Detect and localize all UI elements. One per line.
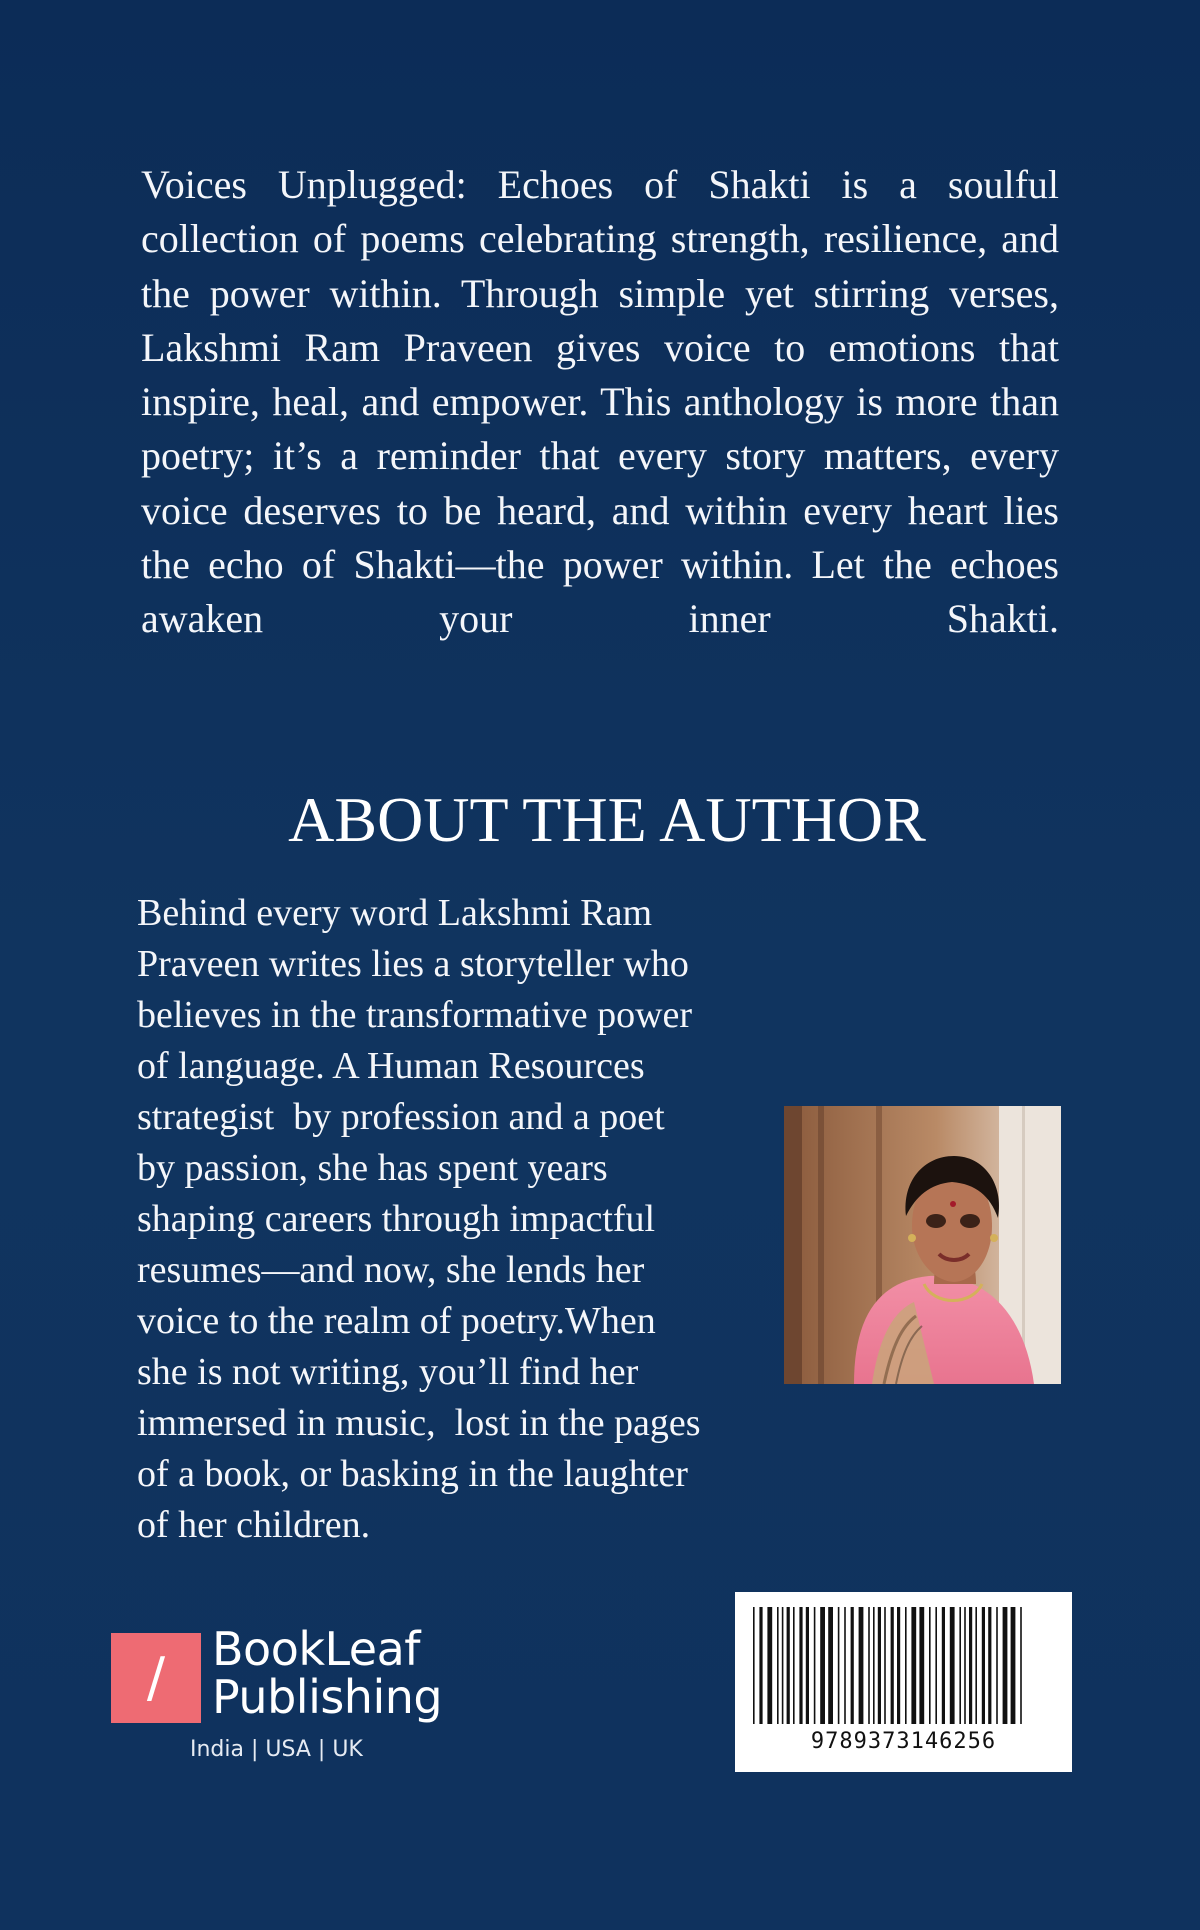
barcode-bar (814, 1607, 816, 1724)
barcode-bar (859, 1607, 864, 1724)
barcode-bar (1003, 1607, 1008, 1724)
barcode-bar (950, 1607, 955, 1724)
barcode-bar (884, 1607, 886, 1724)
barcode-bar (782, 1607, 784, 1724)
barcode-bar (996, 1607, 998, 1724)
author-bio-line: by passion, she has spent years (137, 1147, 608, 1189)
barcode-bar (891, 1607, 894, 1724)
publisher-name-line-1: BookLeaf (212, 1622, 420, 1676)
bookleaf-publishing-logo (111, 1622, 443, 1729)
barcode-bar (911, 1607, 916, 1724)
barcode-bar (838, 1607, 840, 1724)
slash-icon: / (146, 1646, 166, 1709)
barcode-bars (753, 1607, 1053, 1724)
barcode-bar (868, 1607, 870, 1724)
book-blurb: Voices Unplugged: Echoes of Shakti is a soulful collection of poems celebrating strength, resilience, and the power within. Through simple yet stirring verses, Lakshmi Ram Praveen gives voice to emotions that inspire, heal, and empower. This anthology is more than poetry; it’s a reminder that every story matters, every voice deserves to be heard, and within every heart lies the echo of Shakti—the power within. Let the echoes awaken your inner Shakti. (141, 162, 1059, 642)
isbn-number: 9789373146256 (810, 1729, 997, 1754)
barcode-bar (828, 1607, 833, 1724)
author-bio-line: resumes—and now, she lends her (137, 1249, 645, 1291)
barcode-bar (919, 1607, 924, 1724)
barcode-bar (942, 1607, 945, 1724)
barcode-bar (969, 1607, 972, 1724)
barcode-bar (844, 1607, 846, 1724)
author-bio-line: Praveen writes lies a storyteller who (137, 943, 689, 985)
barcode-bar (799, 1607, 802, 1724)
publisher-name-line-2: Publishing (212, 1670, 443, 1724)
barcode-bar (1011, 1607, 1016, 1724)
author-bio-line: Behind every word Lakshmi Ram (137, 892, 653, 934)
author-bio-line: believes in the transformative power (137, 994, 693, 1036)
barcode-bar (793, 1607, 795, 1724)
author-photo (784, 1106, 1061, 1384)
barcode-bar (929, 1607, 931, 1724)
barcode-bar (975, 1607, 977, 1724)
barcode-bar (759, 1607, 762, 1724)
barcode-bar (897, 1607, 900, 1724)
barcode-bar (806, 1607, 809, 1724)
barcode-bar (767, 1607, 772, 1724)
author-bio-line: voice to the realm of poetry.When (137, 1300, 656, 1342)
barcode-bar (753, 1607, 755, 1724)
author-bio-line: she is not writing, you’ll find her (137, 1351, 639, 1393)
barcode-bar (787, 1607, 790, 1724)
barcode-bar (878, 1607, 881, 1724)
author-bio (137, 888, 777, 1551)
isbn-barcode (735, 1592, 1072, 1772)
barcode-bar (988, 1607, 991, 1724)
publisher-regions: India | USA | UK (190, 1737, 363, 1762)
barcode-bar (905, 1607, 907, 1724)
barcode-bar (959, 1607, 961, 1724)
about-author-heading: ABOUT THE AUTHOR (288, 784, 926, 855)
barcode-bar (935, 1607, 937, 1724)
barcode-bar (982, 1607, 985, 1724)
author-bio-line: of a book, or basking in the laughter (137, 1453, 688, 1495)
author-bio-line: strategist by profession and a poet (137, 1096, 665, 1138)
author-bio-line: of her children. (137, 1504, 371, 1546)
barcode-bar (851, 1607, 854, 1724)
logo-mark (111, 1633, 201, 1723)
barcode-bar (777, 1607, 779, 1724)
author-bio-line: shaping careers through impactful (137, 1198, 656, 1240)
author-bio-line: immersed in music, lost in the pages (137, 1402, 701, 1444)
author-bio-line: of language. A Human Resources (137, 1045, 645, 1087)
barcode-bar (873, 1607, 875, 1724)
barcode-bar (820, 1607, 825, 1724)
barcode-bar (1020, 1607, 1022, 1724)
barcode-bar (964, 1607, 966, 1724)
